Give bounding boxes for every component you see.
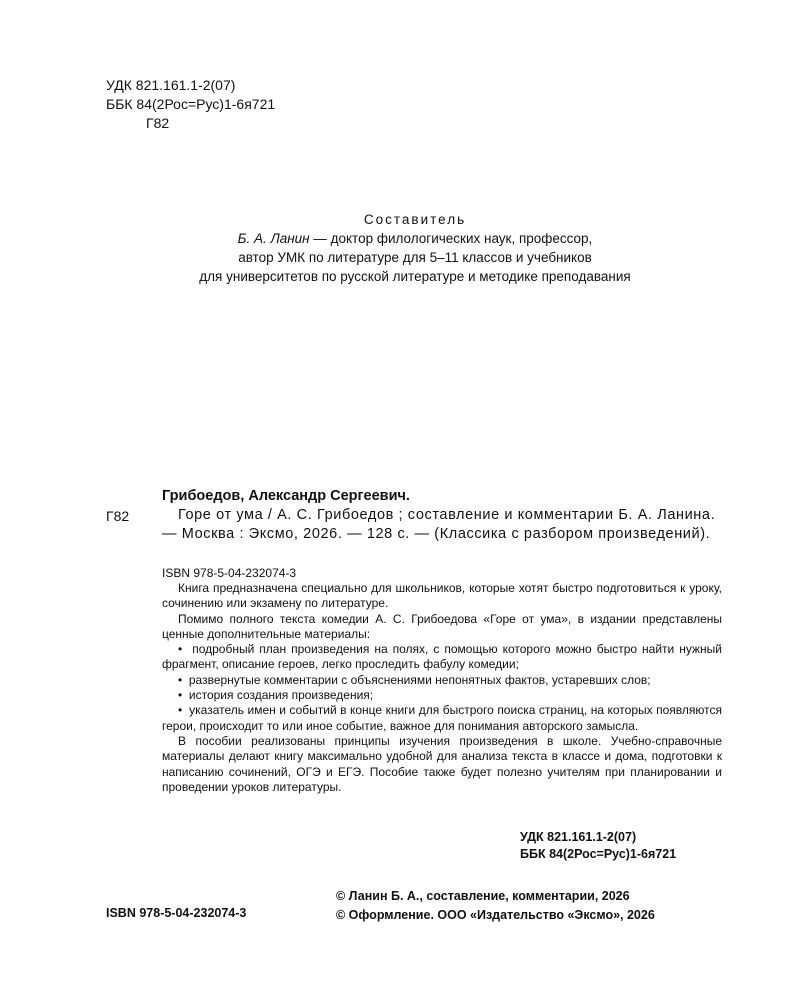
bbk-code: ББК 84(2Рос=Рус)1-6я721 <box>106 96 276 112</box>
copyright-compiler: © Ланин Б. А., составление, комментарии, 2026 <box>336 889 630 903</box>
bib-author: Грибоедов, Александр Сергеевич. <box>162 488 410 504</box>
annotation-list-item: • история создания произведения; <box>162 688 722 703</box>
compiler-line-3: для университетов по русской литературе и методике преподавания <box>199 269 631 284</box>
compiler-line-2: автор УМК по литературе для 5–11 классов и учебников <box>238 250 592 265</box>
bottom-classification-codes <box>520 829 676 863</box>
compiler-name: Б. А. Ланин <box>237 231 310 246</box>
bib-isbn: ISBN 978-5-04-232074-3 <box>162 566 297 580</box>
footer-isbn: ISBN 978-5-04-232074-3 <box>106 906 247 920</box>
copyright-publisher: © Оформление. ООО «Издательство «Эксмо», 2026 <box>336 908 655 922</box>
annotation-list-item: • указатель имен и событий в конце книги для быстрого поиска страниц, на которых появляются герои, происходит то или иное событие, важное для понимания авторского замысла. <box>162 703 722 734</box>
bib-author-mark: Г82 <box>106 508 130 524</box>
annotation-list-item: • развернутые комментарии с объяснениями непонятных фактов, устаревших слов; <box>162 673 722 688</box>
compiler-role: Составитель <box>363 212 467 227</box>
annotation <box>162 581 722 795</box>
bottom-bbk-code: ББК 84(2Рос=Рус)1-6я721 <box>520 847 677 861</box>
annotation-list-item: • подробный план произведения на полях, с помощью которого можно быстро найти нужный фрагмент, описание героев, легко проследить фабулу комедии; <box>162 642 722 673</box>
compiler-line-1 <box>100 229 730 248</box>
bib-description: Горе от ума / А. С. Грибоедов ; составление и комментарии Б. А. Ланина. — Москва : Эксмо, 2026. — 128 с. — (Классика с разбором произведений). <box>162 507 716 542</box>
bottom-udk-code: УДК 821.161.1-2(07) <box>520 830 637 844</box>
udk-code: УДК 821.161.1-2(07) <box>106 77 236 93</box>
annotation-paragraph-3: В пособии реализованы принципы изучения произведения в школе. Учебно-справочные материалы делают книгу максимально удобной для анализа текста в классе и дома, подготовки к написанию сочинений, ОГЭ и ЕГЭ. Пособие также будет полезно учителям при планировании и проведении уроков литературы. <box>162 733 722 794</box>
copyright-block <box>336 887 655 925</box>
compiler-title: — доктор филологических наук, профессор, <box>309 231 593 246</box>
annotation-paragraph-1: Книга предназначена специально для школьников, которые хотят быстро подготовиться к уроку, сочинению или экзамену по литературе. <box>162 581 722 611</box>
author-mark: Г82 <box>146 115 170 131</box>
compiler-block <box>100 210 730 286</box>
annotation-paragraph-2: Помимо полного текста комедии А. С. Грибоедова «Горе от ума», в издании представлены ценные дополнительные материалы: <box>162 611 722 641</box>
top-classification-codes <box>106 76 275 133</box>
bibliographic-record <box>162 487 722 544</box>
